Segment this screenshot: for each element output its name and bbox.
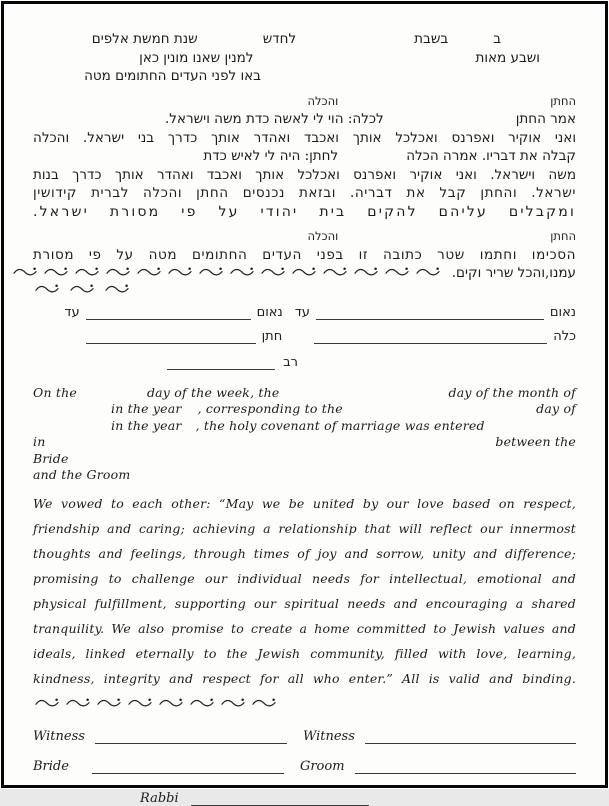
hebrew-rabbi-label: רב [283,354,298,370]
hebrew-came-before-witnesses: באו לפני העדים החתומים מטה [84,68,261,84]
hebrew-bride-declaration-line [33,147,576,166]
hebrew-word-of-week: בשבת [414,31,449,47]
hebrew-valid-and-binding: עמנו,והכל שריר וקים. [451,265,576,281]
swash-ornament-icon [105,284,129,294]
hebrew-counting-here: למנין שאנו מונין כאן [139,49,254,66]
hebrew-statement-label-1: נאום [549,304,576,320]
swash-ornament-icon [292,267,316,277]
swash-ornament-icon [252,698,276,708]
english-day-of-month: day of the month of [448,384,576,400]
english-bride-line [33,451,576,468]
english-on-the: On the [33,384,77,400]
hebrew-groom-vow-line: ואני אוקיר ואפרנס ואכלכל אותך ואכבד ואהדר אותך כדרך בני ישראל. והכלה [33,129,576,146]
rabbi-signature-row [33,791,576,806]
hebrew-groom-sig-label: חתן [261,328,283,344]
english-in-the-year-1: in the year [111,401,182,416]
english-date-line-3 [33,418,576,435]
hebrew-word-on: ב [493,31,501,47]
witness2-signature-line-hebrew [86,316,251,320]
hebrew-signed-contract-line: הסכימו וחתמו שטר כתובה זו בפני העדים החתומים מטה על פי מסורת [33,246,576,263]
english-place-line [33,434,576,451]
bride-signature-line-hebrew [314,340,547,344]
swash-ornament-icon [35,698,59,708]
english-holy-covenant: , the holy covenant of marriage was entered [195,417,485,433]
hebrew-bride-label: והכלה [307,93,339,108]
english-in: in [33,434,46,449]
hebrew-text-section [33,30,576,295]
swash-ornament-icon [230,267,254,277]
hebrew-rabbi-signature-row [33,355,576,370]
swash-ornament-icon [385,267,409,277]
witness2-signature-line [365,740,576,744]
english-groom-line [33,467,576,484]
hebrew-names-line-1 [33,92,576,111]
hebrew-couple-signature-row [33,329,576,344]
hebrew-year-line [33,49,576,68]
swash-ornament-icon [66,698,90,708]
hebrew-bride-accepted: קבלה את דבריו. אמרה הכלה [406,148,576,164]
swash-ornament-icon [190,698,214,708]
hebrew-word-of-month: לחדש [262,31,297,47]
english-in-the-year-2: in the year [111,417,182,433]
hebrew-valid-binding-line [33,264,576,283]
hebrew-witness-label-1: עד [294,304,310,320]
swash-ornament-icon [137,267,161,277]
english-date-line-1 [33,385,576,402]
bride-signature-line [92,770,284,774]
hebrew-year-five-thousand: שנת חמשת אלפים [91,31,198,47]
ornament-row-hebrew-2 [33,284,576,295]
swash-ornament-icon [75,267,99,277]
hebrew-witnesses-line [33,67,576,86]
hebrew-be-my-wife: לכלה: הוי לי לאשה כדת משה וישראל. [165,111,384,127]
english-between-the: between the [495,434,576,449]
rabbi-label: Rabbi [140,790,179,806]
swash-ornament-icon [106,267,130,277]
swash-ornament-icon [97,698,121,708]
ornament-row-hebrew [11,267,442,277]
swash-ornament-icon [128,698,152,708]
ornament-row-english [33,698,278,708]
witness1-label: Witness [33,728,85,744]
hebrew-groom-declaration-line [33,110,576,129]
rabbi-signature-line-hebrew [167,366,275,370]
hebrew-names-line-2 [33,227,576,246]
hebrew-witness-signature-row [33,305,576,320]
swash-ornament-icon [199,267,223,277]
swash-ornament-icon [159,698,183,708]
swash-ornament-icon [70,284,94,294]
witness-signature-row [33,729,576,744]
groom-signature-line [355,770,576,774]
english-day-of: day of [536,401,576,416]
hebrew-seven-hundred: ושבע מאות [475,49,540,66]
rabbi-signature-line [191,802,369,806]
hebrew-groom-label: החתן [550,93,576,108]
groom-signature-line-hebrew [86,340,256,344]
swash-ornament-icon [354,267,378,277]
english-and-the-groom: and the Groom [33,467,131,482]
bride-groom-signature-row [33,759,576,774]
english-day-of-week: day of the week, the [146,384,280,400]
swash-ornament-icon [221,698,245,708]
swash-ornament-icon [261,267,285,277]
swash-ornament-icon [35,284,59,294]
hebrew-date-line [33,30,576,49]
hebrew-said-the-groom: אמר החתן [515,111,576,127]
swash-ornament-icon [13,267,37,277]
english-date-line-2 [33,401,576,418]
swash-ornament-icon [416,267,440,277]
swash-ornament-icon [323,267,347,277]
hebrew-witness-label-2: עד [64,304,80,320]
vows-text: We vowed to each other: “May we be united by our love based on respect, friendship and caring; achieving a relationship that will reflect our innermost thoughts and feelings, through times of joy and sorrow, unity and difference; promising to challenge our individual needs for intellectual, emotional and physical fulfillment, supporting our spiritual needs and encouraging a shared tranquility. We also promise to create a home committed to Jewish values and ideals, linked eternally to the Jewish community, filled with love, learning, kindness, integrity and respect for all who enter.” All is valid and binding. [33,495,576,686]
hebrew-be-my-husband: לחתן: היה לי לאיש כדת [203,148,339,164]
english-text-section [33,385,576,716]
english-signature-section [33,729,576,806]
hebrew-groom-label-2: החתן [550,229,576,243]
witness1-signature-line [95,740,287,744]
groom-label: Groom [299,758,345,774]
hebrew-bride-label-2: והכלה [307,229,339,243]
english-corresponding: , corresponding to the [197,401,343,416]
english-bride-word: Bride [33,450,69,466]
bride-label: Bride [33,758,69,774]
hebrew-bride-sig-label: כלה [553,328,576,344]
witness1-signature-line-hebrew [316,316,544,320]
witness2-label: Witness [302,728,355,744]
hebrew-covenant-line: ישראל. והחתן קבל את דבריה. ובזאת נכנסים החתן והכלה לברית קידושין [33,185,576,201]
english-vows-paragraph [33,491,576,716]
swash-ornament-icon [168,267,192,277]
swash-ornament-icon [44,267,68,277]
hebrew-jewish-home-line: ומקבלים עליהם להקים בית יהודי על פי מסורת ישראל. [33,203,576,220]
hebrew-statement-label-2: נאום [256,304,283,320]
hebrew-bride-vow-line: משה וישראל. ואני אוקיר ואפרנס ואכלכל אותך ואכבד ואהדר אותך כדרך בנות [33,166,576,183]
hebrew-signature-section [33,305,576,370]
